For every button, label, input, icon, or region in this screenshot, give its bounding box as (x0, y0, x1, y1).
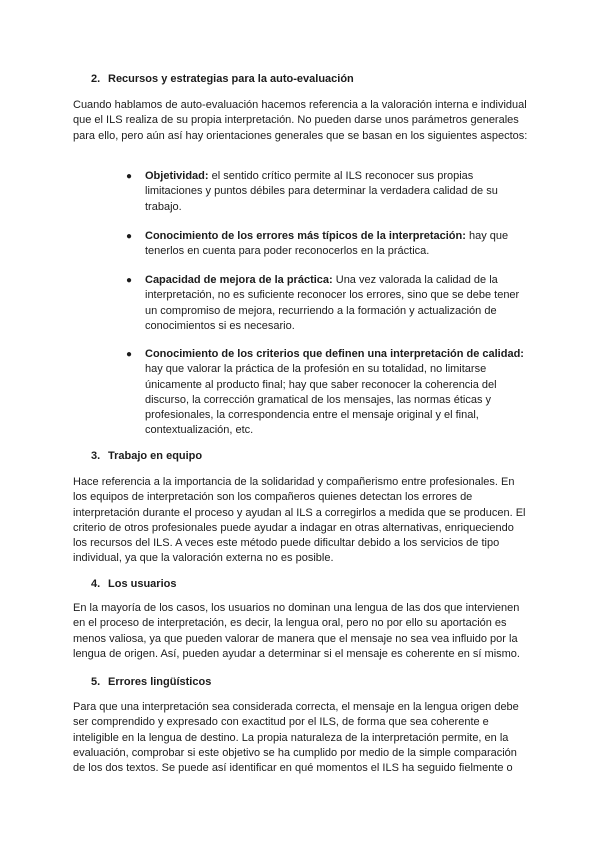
section-heading-4 (91, 577, 176, 591)
section-4-body: En la mayoría de los casos, los usuarios no dominan una lengua de las dos que intervienen en el proceso de interpretación, es decir, la lengua oral, pero no por ello su aportación es menos valiosa, ya que pueden valorar de manera que el mensaje no sea vea influido por la lengua de origen. Así, pueden ayudar a determinar si el mensaje es coherente en sí mismo. (73, 602, 520, 660)
bullet-term: Conocimiento de los criterios que definen una interpretación de calidad: (145, 348, 524, 360)
section-number: 5. (91, 676, 101, 688)
list-item (126, 347, 530, 439)
bullet-icon: ● (126, 231, 133, 242)
section-number: 4. (91, 578, 101, 590)
section-title: Recursos y estrategias para la auto-evaluación (108, 73, 354, 85)
bullet-term: Conocimiento de los errores más típicos de la interpretación: (145, 230, 466, 242)
list-item (126, 169, 530, 215)
list-item (126, 229, 530, 260)
bullet-term: Capacidad de mejora de la práctica: (145, 274, 333, 286)
section-title: Errores lingüísticos (108, 676, 212, 688)
bullet-text: Una vez valorada la calidad de la interpretación, no es suficiente reconocer los errores, sino que se debe tener un compromiso de mejora, recurriendo a la formación y actualización de conocimientos si es necesario. (145, 274, 520, 332)
section-heading-5 (91, 675, 211, 689)
bullet-icon: ● (126, 275, 133, 286)
section-title: Los usuarios (108, 578, 177, 590)
bullet-icon: ● (126, 349, 133, 360)
section-2-intro: Cuando hablamos de auto-evaluación hacemos referencia a la valoración interna e individual que el ILS realiza de su propia interpretación. No pueden darse unos parámetros generales para ello, pero aún así hay orientaciones generales que se basan en los siguientes aspectos: (73, 99, 528, 142)
section-title: Trabajo en equipo (108, 450, 203, 462)
list-item (126, 273, 530, 334)
section-number: 2. (91, 73, 101, 85)
bullet-term: Objetividad: (145, 170, 209, 182)
section-5-body: Para que una interpretación sea considerada correcta, el mensaje en la lengua origen debe ser comprendido y expresado con exactitud por el ILS, de forma que sea coherente e inteligible en la lengua de destino. La propia naturaleza de la interpretación permite, en la evaluación, comprobar si este objetivo se ha cumplido por medio de la simple comparación de los dos textos. Se puede así identificar en qué momentos el ILS ha seguido fielmente o (73, 701, 519, 775)
section-heading-3 (91, 449, 202, 463)
bullet-text: hay que valorar la práctica de la profesión en su totalidad, no limitarse únicamente al producto final; hay que saber reconocer la coherencia del discurso, la corrección gramatical de los mensajes, las normas éticas y profesionales, la correspondencia entre el mensaje original y el final, contextualización, etc. (145, 363, 497, 437)
section-number: 3. (91, 450, 101, 462)
section-3-body: Hace referencia a la importancia de la solidaridad y compañerismo entre profesionales. En los equipos de interpretación son los compañeros quienes detectan los errores de interpretación durante el proceso y ayudan al ILS a corregirlos a medida que se producen. El criterio de otros profesionales puede ayudar a indagar en otras alternativas, enriqueciendo los recursos del ILS. A veces este método puede dificultar debido a los servicios de tipo individual, ya que la valoración externa no es posible. (73, 476, 526, 565)
bullet-text: hay que tenerlos en cuenta para poder reconocerlos en la práctica. (145, 230, 509, 258)
bullet-icon: ● (126, 171, 133, 182)
bullet-text: el sentido crítico permite al ILS reconocer sus propias limitaciones y puntos débiles para determinar la verdadera calidad de su trabajo. (145, 170, 498, 213)
section-heading-2 (91, 72, 354, 86)
